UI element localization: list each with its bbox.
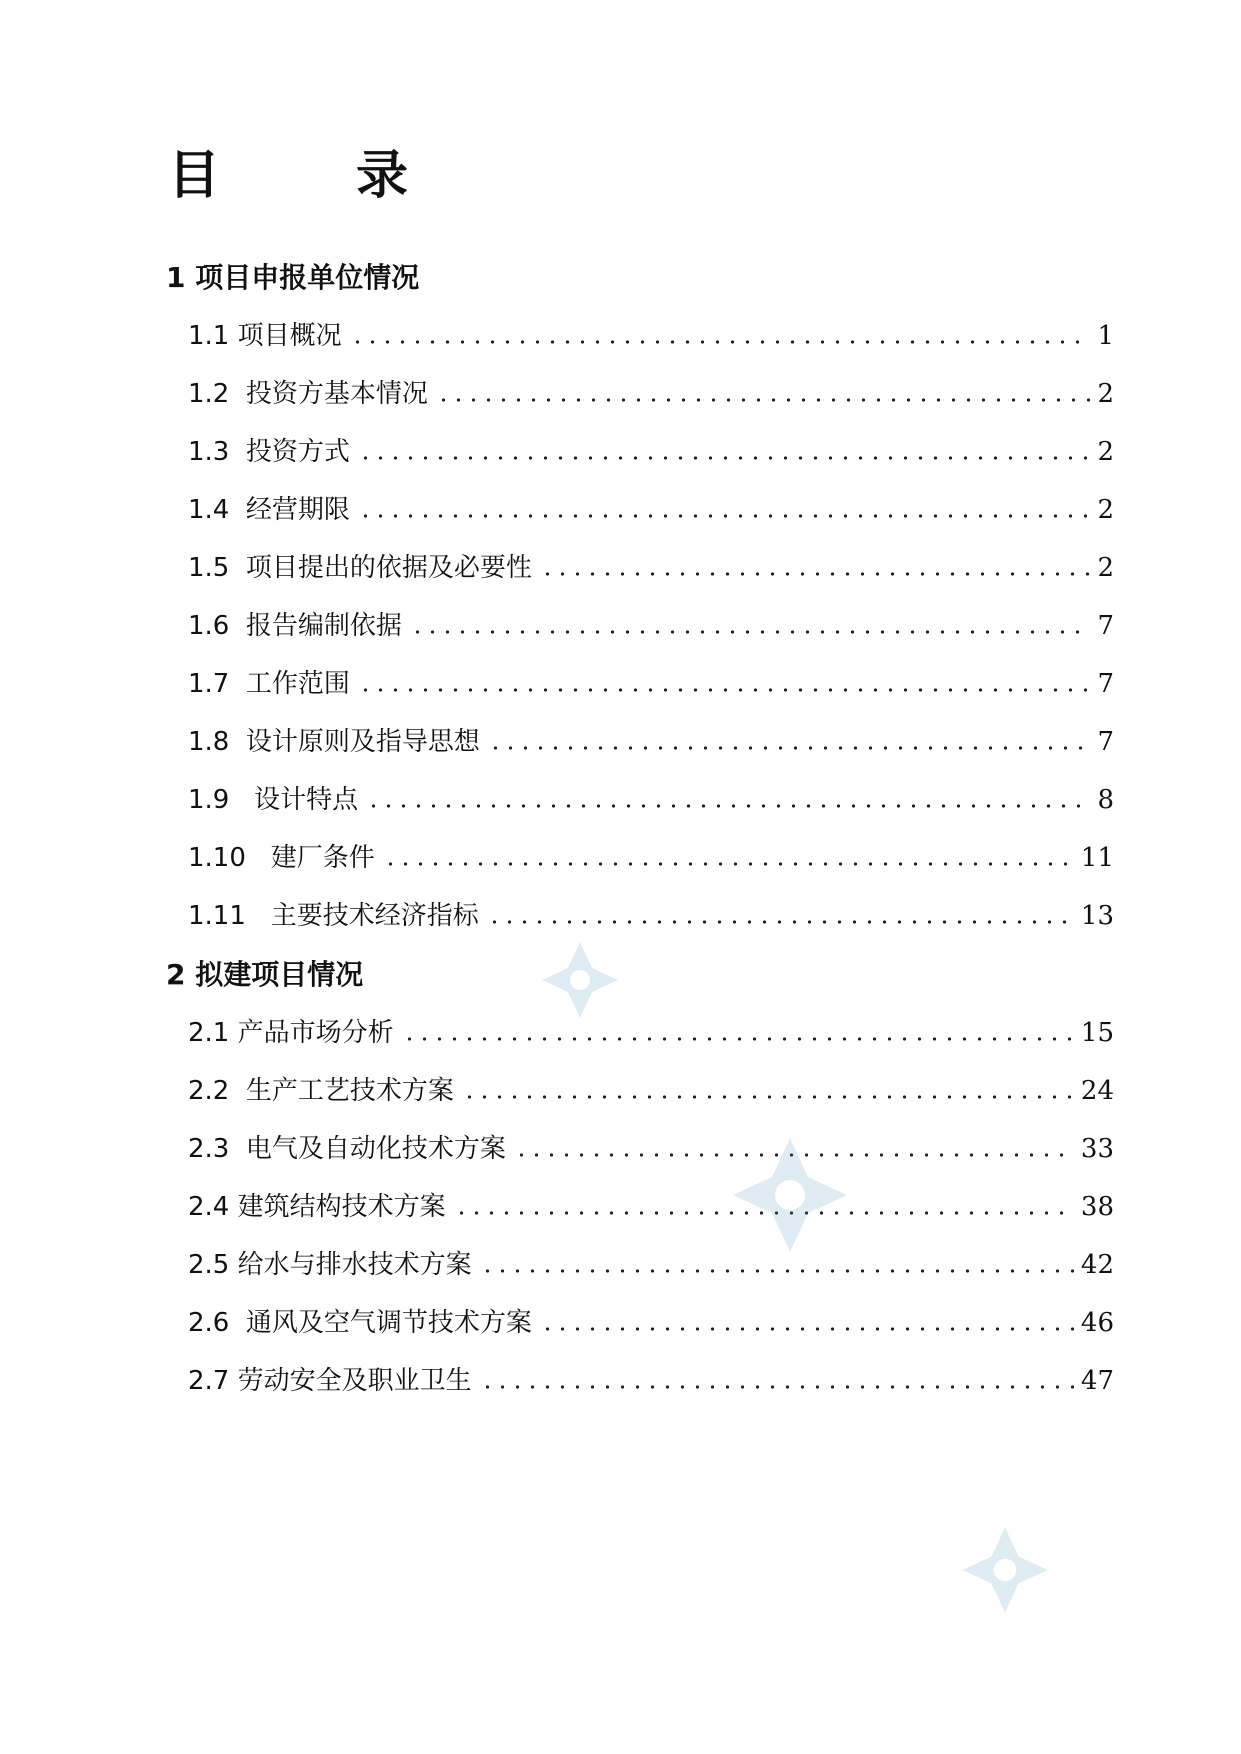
toc-entry-page: 46 (1080, 1308, 1114, 1338)
dot-leader (358, 514, 1092, 518)
toc-entry-label: 劳动安全及职业卫生 (237, 1366, 472, 1396)
toc-entry[interactable] (188, 787, 1114, 813)
toc-entry-label: 生产工艺技术方案 (245, 1076, 454, 1106)
dot-leader (410, 630, 1092, 634)
toc-entry-number: 1.7 (188, 669, 246, 699)
toc-entry-number: 2.7 (188, 1366, 238, 1396)
toc-entry-number: 1.8 (188, 727, 246, 757)
dot-leader (480, 1385, 1075, 1389)
toc-entry-page: 15 (1080, 1018, 1114, 1048)
toc-section-2[interactable] (166, 958, 364, 991)
dot-leader (358, 688, 1092, 692)
toc-entry[interactable] (188, 1368, 1114, 1394)
toc-entry-page: 7 (1097, 669, 1114, 699)
toc-entry-label: 主要技术经济指标 (270, 901, 479, 931)
toc-entry-page: 2 (1097, 553, 1114, 583)
toc-entry-number: 1.4 (188, 495, 246, 525)
toc-entry-number: 2.6 (188, 1308, 246, 1338)
toc-entry-page: 38 (1080, 1192, 1114, 1222)
toc-section-label: 1 项目申报单位情况 (166, 261, 420, 294)
dot-leader (358, 456, 1092, 460)
toc-entry[interactable] (188, 555, 1114, 581)
toc-entry-page: 2 (1097, 379, 1114, 409)
toc-entry-number: 1.11 (188, 901, 271, 931)
toc-entry-number: 1.6 (188, 611, 246, 641)
toc-entry-number: 1.2 (188, 379, 246, 409)
toc-entry[interactable] (188, 845, 1114, 871)
dot-leader (488, 746, 1092, 750)
toc-entry-page: 47 (1080, 1366, 1114, 1396)
toc-entry-label: 工作范围 (245, 669, 350, 699)
toc-entry-page: 2 (1097, 437, 1114, 467)
toc-entry-page: 33 (1080, 1134, 1114, 1164)
toc-entry[interactable] (188, 497, 1114, 523)
toc-entry[interactable] (188, 1252, 1114, 1278)
toc-entry-label: 电气及自动化技术方案 (245, 1134, 506, 1164)
toc-entry-number: 2.1 (188, 1018, 238, 1048)
dot-leader (402, 1037, 1075, 1041)
toc-entry[interactable] (188, 1136, 1114, 1162)
toc-entry-label: 通风及空气调节技术方案 (245, 1308, 532, 1338)
dot-leader (383, 862, 1075, 866)
toc-entry[interactable] (188, 323, 1114, 349)
toc-entry-page: 2 (1097, 495, 1114, 525)
toc-entry-page: 7 (1097, 727, 1114, 757)
toc-entry-label: 项目概况 (237, 321, 342, 351)
toc-entry-number: 2.3 (188, 1134, 246, 1164)
toc-entry-page: 1 (1097, 321, 1114, 351)
dot-leader (487, 920, 1075, 924)
toc-entry[interactable] (188, 439, 1114, 465)
toc-entry-number: 2.4 (188, 1192, 238, 1222)
toc-entry-page: 13 (1080, 901, 1114, 931)
toc-entry-number: 1.10 (188, 843, 271, 873)
toc-entry-label: 产品市场分析 (237, 1018, 394, 1048)
toc-entry[interactable] (188, 1194, 1114, 1220)
toc-entry-number: 1.1 (188, 321, 238, 351)
toc-entry-number: 2.5 (188, 1250, 238, 1280)
toc-entry[interactable] (188, 1078, 1114, 1104)
toc-section-label: 2 拟建项目情况 (166, 958, 364, 991)
toc-entry-number: 1.9 (188, 785, 255, 815)
toc-entry[interactable] (188, 671, 1114, 697)
snowflake-logo-icon (540, 940, 620, 1020)
toc-entry-label: 报告编制依据 (245, 611, 402, 641)
toc-entry-label: 经营期限 (245, 495, 350, 525)
snowflake-logo-icon (730, 1135, 850, 1255)
dot-leader (366, 804, 1091, 808)
toc-entry-page: 24 (1080, 1076, 1114, 1106)
toc-entry[interactable] (188, 903, 1114, 929)
dot-leader (540, 572, 1092, 576)
toc-entry-label: 设计特点 (254, 785, 359, 815)
page-title: 目 录 (168, 145, 451, 206)
toc-entry-page: 11 (1080, 843, 1114, 873)
toc-entry[interactable] (188, 1310, 1114, 1336)
toc-entry-page: 8 (1097, 785, 1114, 815)
toc-entry-number: 1.5 (188, 553, 246, 583)
dot-leader (436, 398, 1092, 402)
toc-entry-label: 设计原则及指导思想 (245, 727, 480, 757)
toc-entry-page: 42 (1080, 1250, 1114, 1280)
toc-entry-label: 投资方基本情况 (245, 379, 428, 409)
toc-entry-label: 投资方式 (245, 437, 350, 467)
toc-entry-label: 建厂条件 (270, 843, 375, 873)
toc-entry[interactable] (188, 1020, 1114, 1046)
toc-entry-label: 建筑结构技术方案 (237, 1192, 446, 1222)
toc-entry[interactable] (188, 613, 1114, 639)
toc-entry-label: 项目提出的依据及必要性 (245, 553, 532, 583)
dot-leader (540, 1327, 1075, 1331)
toc-entry-label: 给水与排水技术方案 (237, 1250, 472, 1280)
toc-entry[interactable] (188, 729, 1114, 755)
snowflake-logo-icon (960, 1525, 1050, 1615)
dot-leader (480, 1269, 1075, 1273)
toc-section-1[interactable] (166, 261, 420, 294)
toc-entry-number: 2.2 (188, 1076, 246, 1106)
toc-entry[interactable] (188, 381, 1114, 407)
dot-leader (350, 340, 1092, 344)
toc-entry-number: 1.3 (188, 437, 246, 467)
toc-entry-page: 7 (1097, 611, 1114, 641)
dot-leader (462, 1095, 1075, 1099)
